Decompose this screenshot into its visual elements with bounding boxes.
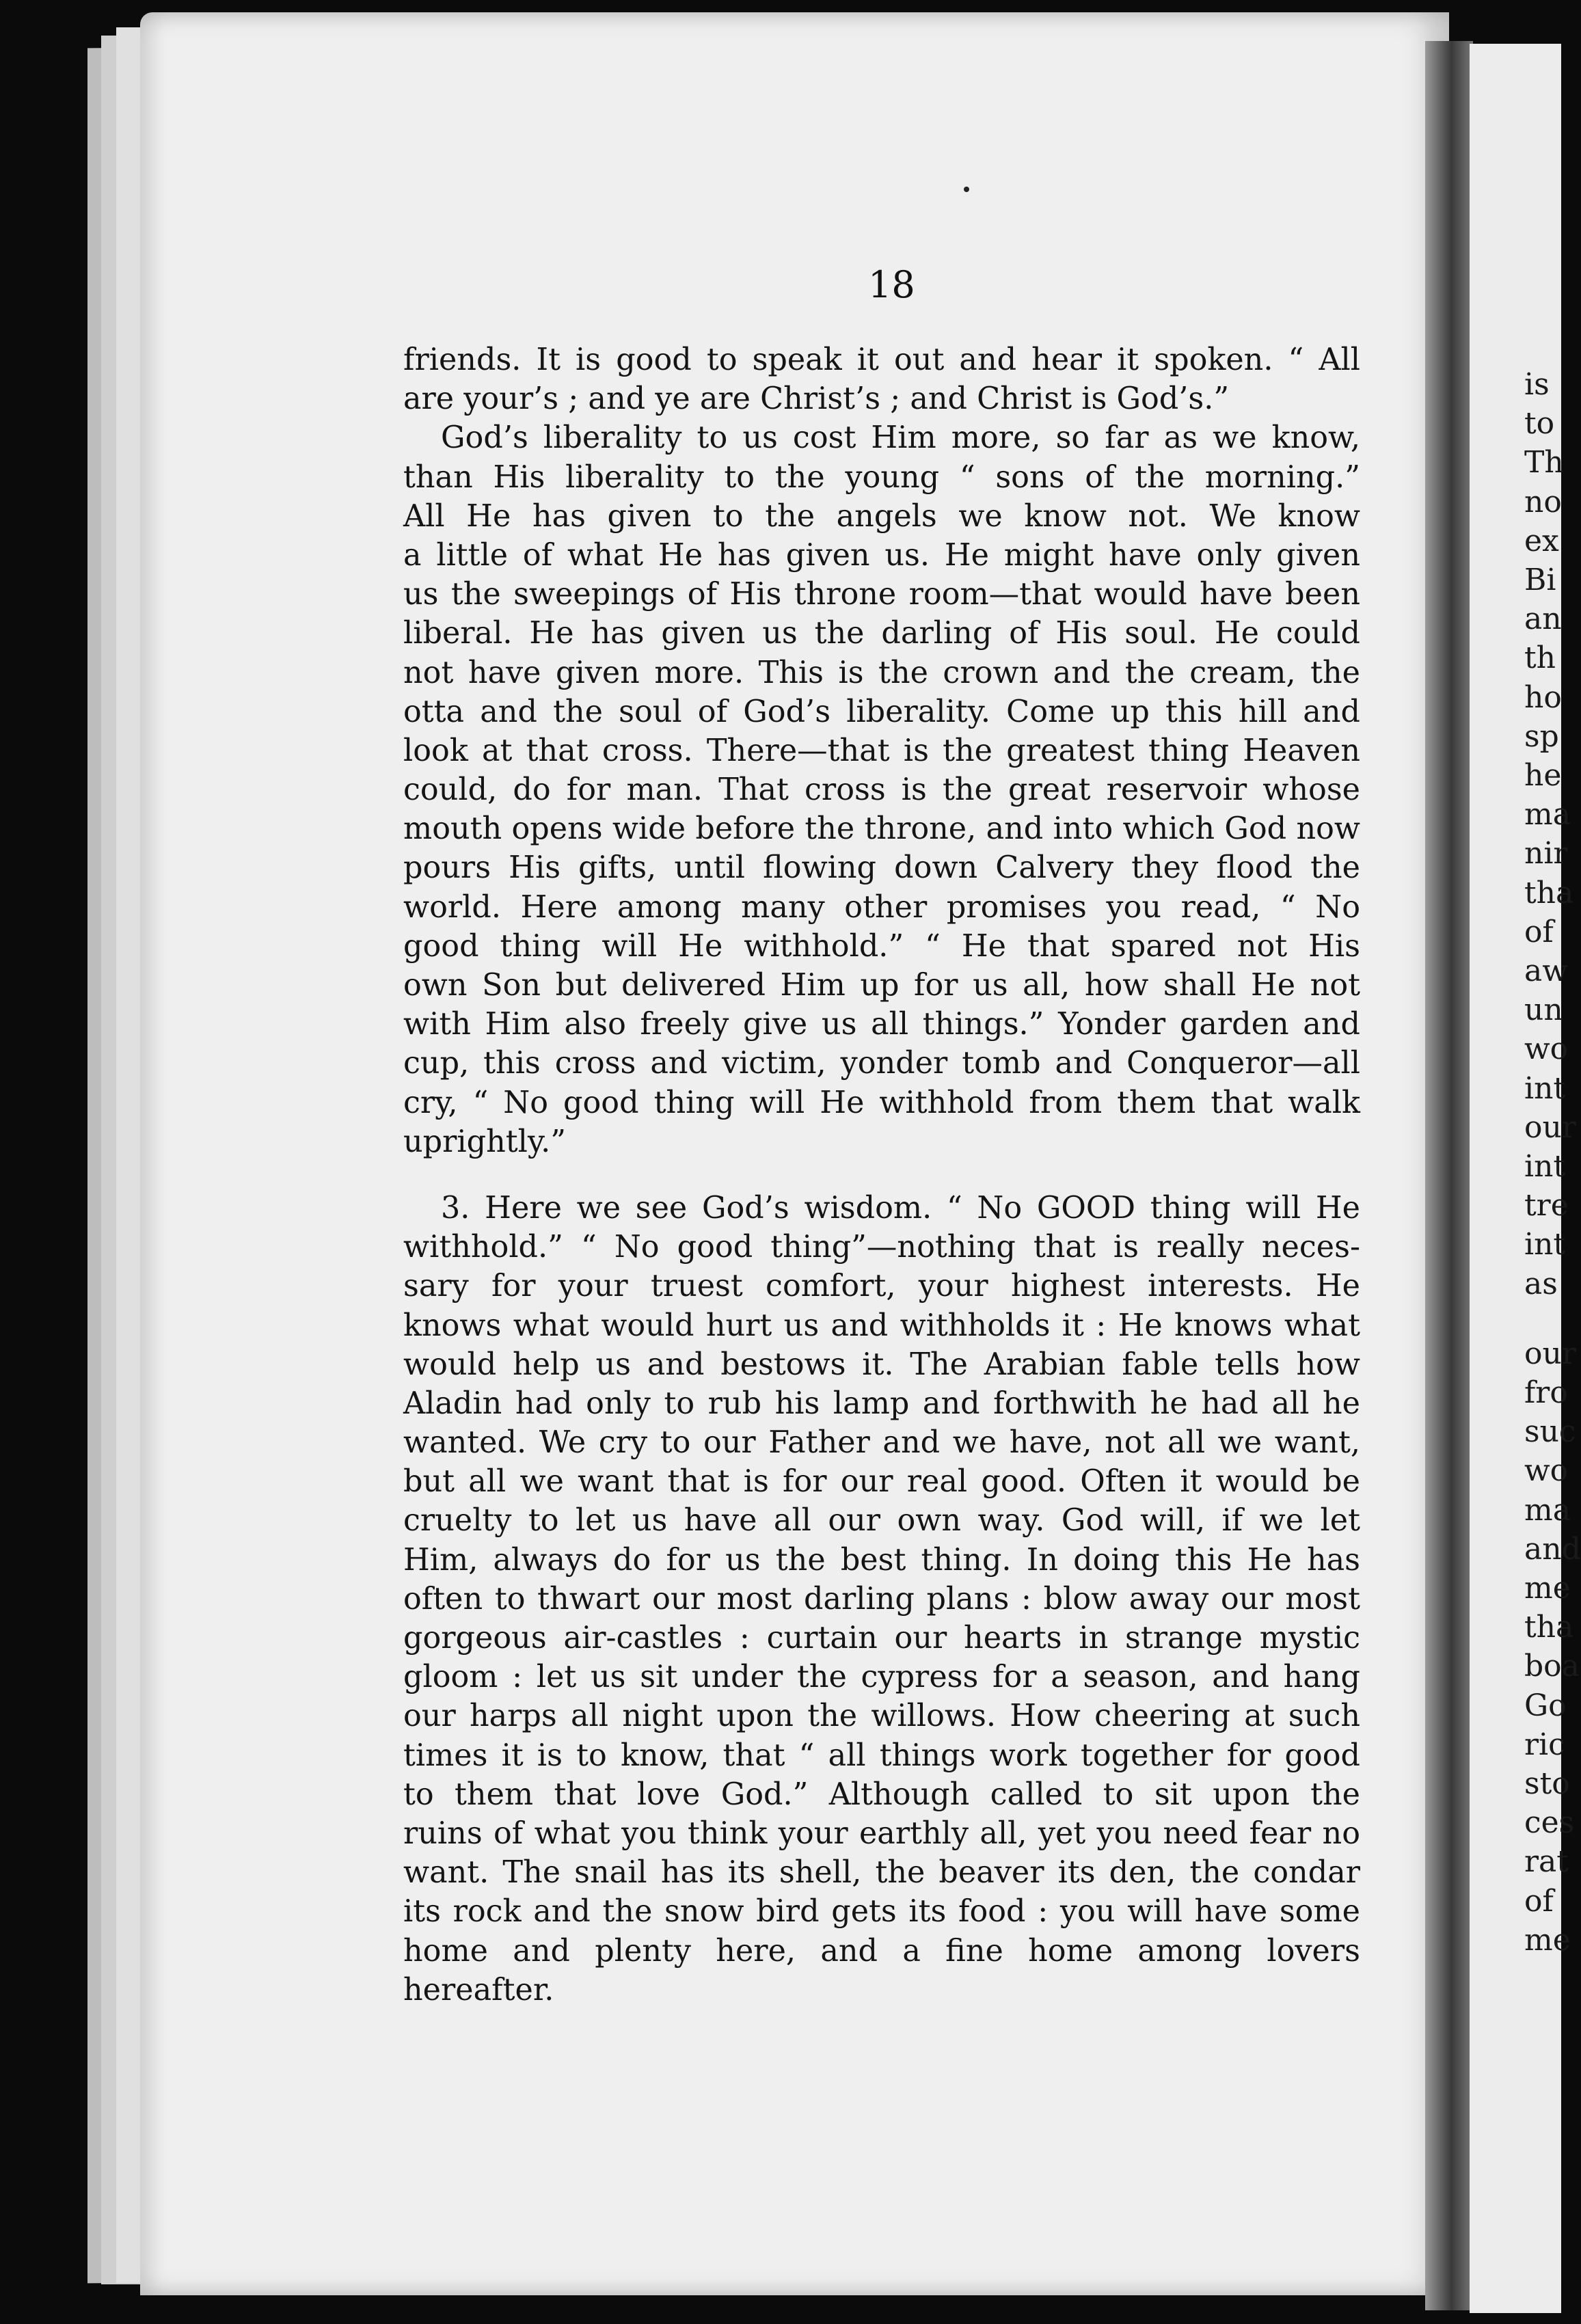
text-line: own Son but delivered Him up for us all, how shall He not [403, 968, 1360, 1003]
facing-page-fragment: Go [1524, 1688, 1567, 1723]
text-line: cry, “ No good thing will He withhold from them that walk [403, 1085, 1360, 1120]
facing-page-fragment: nir [1524, 836, 1568, 871]
text-line: but all we want that is for our real good. Often it would be [403, 1464, 1360, 1500]
text-line: hereafter. [403, 1972, 554, 2008]
text-line: ruins of what you think your earthly all, yet you need fear no [403, 1815, 1360, 1851]
facing-page-fragment: ho [1524, 679, 1562, 715]
text-line: gloom : let us sit under the cypress for a season, and hang [403, 1660, 1360, 1695]
text-line: us the sweepings of His throne room—that would have been [403, 577, 1360, 612]
text-line: otta and the soul of God’s liberality. Come up this hill and [403, 694, 1360, 729]
text-line: a little of what He has given us. He might have only given [403, 537, 1360, 573]
next-page-edge [1470, 44, 1581, 2313]
facing-page-fragment: sp [1524, 718, 1559, 754]
facing-page-fragment: and [1524, 1531, 1581, 1567]
facing-page-fragment: ex [1524, 523, 1559, 558]
facing-page-fragment: of [1524, 1883, 1554, 1919]
facing-page-fragment: as [1524, 1266, 1558, 1301]
text-line: liberal. He has given us the darling of His soul. He could [403, 616, 1360, 651]
text-line: God’s liberality to us cost Him more, so far as we know, [441, 420, 1360, 456]
text-line: than His liberality to the young “ sons of the morning.” [403, 459, 1360, 495]
facing-page-fragment: he [1524, 758, 1562, 793]
text-line: good thing will He withhold.” “ He that spared not His [403, 928, 1360, 964]
facing-page-fragment: int [1524, 1070, 1566, 1106]
facing-page-fragment: is [1524, 367, 1550, 402]
facing-page-fragment: our [1524, 1336, 1576, 1371]
facing-page-fragment: to [1524, 406, 1555, 442]
text-line: withhold.” “ No good thing”—nothing that is really neces- [403, 1230, 1360, 1265]
facing-page-fragment: rat [1524, 1844, 1569, 1880]
text-line: look at that cross. There—that is the greatest thing Heaven [403, 733, 1360, 768]
text-line: knows what would hurt us and withholds it : He knows what [403, 1308, 1360, 1343]
facing-page-fragment: our [1524, 1109, 1576, 1145]
facing-page-fragment: of [1524, 914, 1554, 949]
text-line: All He has given to the angels we know not. We know [403, 498, 1360, 534]
text-line: are your’s ; and ye are Christ’s ; and Christ is God’s.” [403, 381, 1230, 417]
facing-page-fragment: wo [1524, 1031, 1569, 1067]
facing-page-fragment: tha [1524, 875, 1574, 910]
print-speck [964, 187, 969, 192]
text-line: cruelty to let us have all our own way. God will, if we let [403, 1503, 1360, 1539]
text-line: cup, this cross and victim, yonder tomb and Conqueror—all [403, 1046, 1360, 1081]
facing-page-fragment: tre [1524, 1188, 1569, 1224]
text-line: home and plenty here, and a fine home among lovers [403, 1933, 1360, 1969]
text-line: Aladin had only to rub his lamp and forthwith he had all he [403, 1386, 1360, 1421]
text-line: often to thwart our most darling plans : blow away our most [403, 1581, 1360, 1617]
facing-page-fragment: fro [1524, 1375, 1568, 1410]
facing-page-fragment: ric [1524, 1727, 1565, 1762]
text-line: could, do for man. That cross is the great reservoir whose [403, 772, 1360, 808]
facing-page-fragment: Th [1524, 445, 1564, 481]
text-line: mouth opens wide before the throne, and into which God now [403, 811, 1360, 847]
facing-page-fragment: ma [1524, 797, 1571, 833]
text-line: gorgeous air-castles : curtain our hearts in strange mystic [403, 1621, 1360, 1656]
facing-page-fragment: ces [1524, 1805, 1575, 1841]
text-line: our harps all night upon the willows. How cheering at such [403, 1699, 1360, 1734]
text-line: would help us and bestows it. The Arabian fable tells how [403, 1347, 1360, 1382]
book-gutter [1425, 41, 1473, 2310]
facing-page-fragment: th [1524, 640, 1556, 676]
facing-page-fragment: boa [1524, 1649, 1580, 1684]
facing-page-fragment: Bi [1524, 563, 1556, 597]
facing-page-fragment: no [1524, 484, 1562, 519]
page-body-text [403, 340, 1360, 2010]
text-line: with Him also freely give us all things.” Yonder garden and [403, 1007, 1360, 1042]
facing-page-fragment: wo [1524, 1453, 1569, 1489]
text-line: to them that love God.” Although called to sit upon the [403, 1776, 1360, 1812]
facing-page-fragment: me [1524, 1922, 1571, 1958]
facing-page-fragment: suc [1524, 1414, 1576, 1450]
facing-page-fragment: un [1524, 992, 1563, 1028]
facing-page-fragment: int [1524, 1227, 1566, 1262]
text-line: sary for your truest comfort, your highest interests. He [403, 1269, 1360, 1304]
text-line: want. The snail has its shell, the beaver its den, the condar [403, 1855, 1360, 1891]
text-line: times it is to know, that “ all things work together for good [403, 1738, 1360, 1773]
text-line: not have given more. This is the crown and the cream, the [403, 655, 1360, 690]
page-number: 18 [868, 263, 915, 306]
facing-page-fragment: ma [1524, 1492, 1571, 1528]
text-line: pours His gifts, until flowing down Calvery they flood the [403, 850, 1360, 886]
text-line: world. Here among many other promises you read, “ No [403, 889, 1360, 925]
facing-page-fragment: int [1524, 1149, 1566, 1184]
facing-page-fragment: me [1524, 1571, 1571, 1606]
facing-page-fragment: aw [1524, 954, 1568, 988]
text-line: wanted. We cry to our Father and we have, not all we want, [403, 1425, 1360, 1461]
text-line: friends. It is good to speak it out and hear it spoken. “ All [403, 342, 1360, 377]
facing-page-fragment: sto [1524, 1766, 1570, 1801]
text-line: Him, always do for us the best thing. In doing this He has [403, 1542, 1360, 1578]
facing-page-fragment: tha [1524, 1610, 1574, 1645]
text-line: 3. Here we see God’s wisdom. “ No GOOD thing will He [441, 1190, 1360, 1226]
text-line: uprightly.” [403, 1124, 567, 1159]
facing-page-fragment: an [1524, 602, 1562, 637]
text-line: its rock and the snow bird gets its food : you will have some [403, 1894, 1360, 1930]
